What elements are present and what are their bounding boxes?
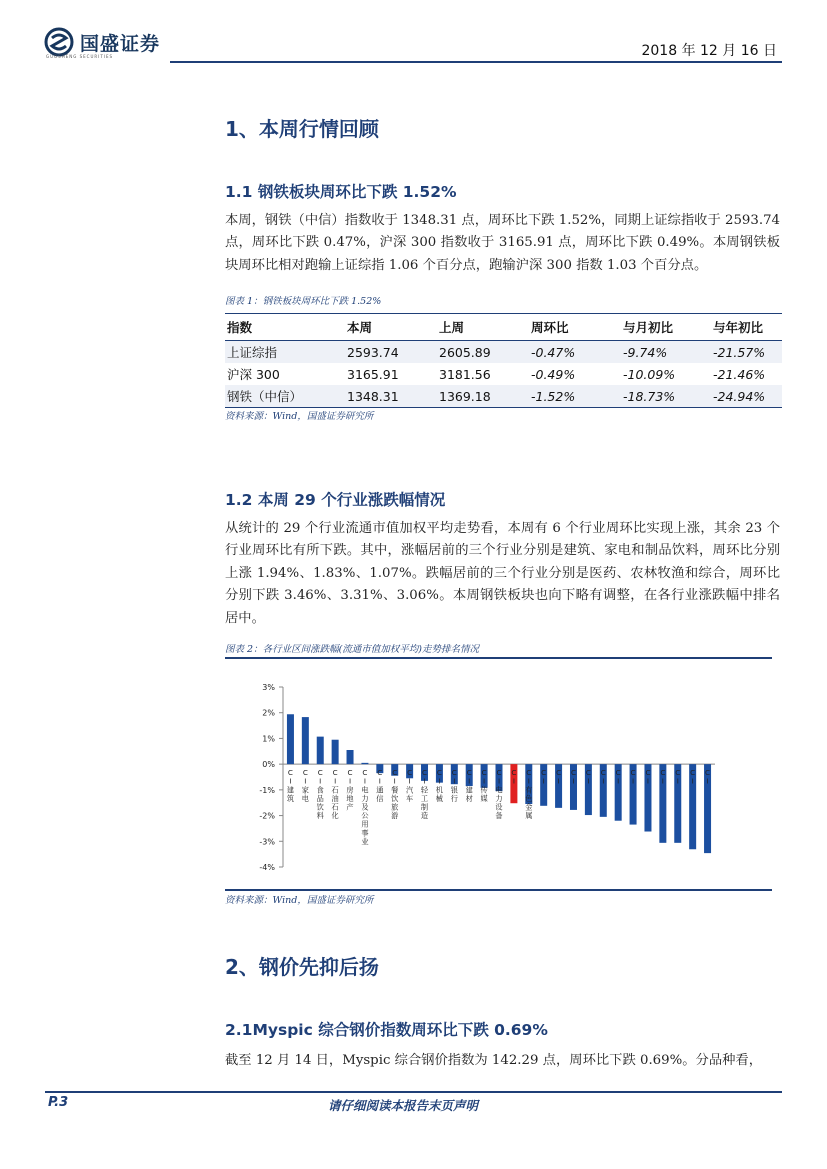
table-cell: -1.52% [529,385,621,408]
category-label: I [363,776,366,786]
subsection-2-1-title: 2.1Myspic 综合钢价指数周环比下跌 0.69% [225,1021,548,1039]
category-label: 电 [301,793,309,803]
subsection-1-1-title: 1.1 钢铁板块周环比下跌 1.52% [225,183,457,201]
category-label: I [691,776,694,786]
category-label: 制 [420,802,429,812]
category-label: 油 [331,793,339,803]
subsection-2-1-paragraph: 截至 12 月 14 日，Myspic 综合钢价指数为 142.29 点，周环比下跌 0.69%。分品种看， [225,1053,763,1068]
category-label: 材 [465,793,473,803]
category-label: I [632,776,635,786]
table-cell: -0.47% [529,341,621,364]
table-cell: 沪深 300 [227,367,280,382]
category-label: I [438,776,441,786]
table-cell: 钢铁（中信） [225,385,345,408]
category-label: C [600,768,606,778]
category-label: I [408,776,411,786]
category-label: I [393,776,396,786]
table-row [225,385,782,408]
category-label: I [304,776,307,786]
category-label: C [466,768,472,778]
table-cell: 3165.91 [347,366,399,382]
category-label: 筑 [286,793,295,803]
category-label: 石 [331,785,339,795]
category-label: C [496,768,502,778]
category-label: I [289,776,292,786]
category-label: C [302,768,308,778]
subsection-1-2-title: 1.2 本周 29 个行业涨跌幅情况 [225,491,446,509]
y-tick-label: 1% [262,734,275,744]
category-label: 备 [495,811,503,821]
category-label: I [706,776,709,786]
category-label: 石 [331,802,339,812]
table-cell: -21.46% [713,366,766,382]
category-label: 银 [450,785,458,795]
category-label: 旅 [391,802,399,812]
category-label: C [690,768,696,778]
category-label: 媒 [480,793,488,803]
category-label: 业 [361,836,369,846]
logo-text: 国盛证券 [80,32,161,55]
y-tick-label: -4% [259,863,275,872]
table-cell: -24.94% [711,385,782,408]
table-row [225,341,782,364]
table-cell: -18.73% [621,385,711,408]
bar-CI房地产 [347,750,354,764]
category-label: C [511,768,517,778]
category-label: C [392,768,398,778]
category-label: 餐 [391,785,399,795]
table-row [225,363,782,385]
category-label: I [587,776,590,786]
y-tick-label: 0% [262,760,275,770]
category-label: 车 [406,793,414,803]
category-label: I [602,776,605,786]
category-label: I [676,776,679,786]
category-label: 游 [391,811,399,821]
header-cell: 与年初比 [711,314,782,341]
category-label: 械 [435,793,444,803]
table-cell: 2593.74 [345,341,437,364]
category-label: C [645,768,651,778]
index-table [225,313,782,408]
y-tick-label: -1% [259,785,275,795]
category-label: 轻 [420,785,429,795]
header-cell: 上周 [437,314,529,341]
category-label: 金 [525,802,533,812]
logo-icon [44,27,74,57]
category-label: 信 [376,793,384,803]
category-label: C [451,768,457,778]
category-label: I [319,776,322,786]
header-cell: 与月初比 [621,314,711,341]
y-tick-label: -2% [259,811,275,821]
chart-bottom-rule [225,889,772,891]
category-label: 产 [346,802,354,812]
category-label: 力 [495,793,503,803]
category-label: I [453,776,456,786]
bar-CI建筑 [287,714,294,764]
category-label: I [334,776,337,786]
header-cell: 周环比 [529,314,621,341]
category-label: 汽 [406,785,414,795]
category-label: 造 [420,811,429,821]
chart-source: 资料来源：Wind，国盛证券研究所 [225,895,374,906]
category-label: 饮 [391,793,399,803]
category-label: I [646,776,650,786]
table-1-source: 资料来源：Wind，国盛证券研究所 [225,411,374,422]
category-label: 料 [316,811,324,821]
category-label: 家 [301,785,309,795]
section-1-title: 1、本周行情回顾 [225,117,379,141]
table-cell: 3181.56 [439,366,491,382]
category-label: 电 [495,785,503,795]
category-label: I [557,776,560,786]
category-label: C [630,768,636,778]
category-label: 建 [286,785,295,795]
category-label: C [317,768,323,778]
report-date: 2018 年 12 月 16 日 [641,43,777,59]
subsection-1-1-paragraph: 本周，钢铁（中信）指数收于 1348.31 点，周环比下跌 1.52%，同期上证综指收于 2593.74 点，周环比下跌 0.47%，沪深 300 指数收于 3165.91 点，周环比下跌 0.49%。本周钢铁板块周环比相对跑输上证综指 1.06 个百分点，跑输沪深 300 指数 1.03 个百分点。 [225,213,780,273]
table-cell: -21.57% [711,341,782,364]
category-label: C [287,768,293,778]
category-label: 事 [361,828,369,838]
category-label: C [570,768,576,778]
category-label: C [481,768,487,778]
category-label: I [617,776,620,786]
category-label: 设 [495,802,503,812]
category-label: I [542,776,545,786]
header-cell: 指数 [225,314,345,341]
category-label: C [422,768,428,778]
disclaimer-note: 请仔细阅读本报告末页声明 [328,1098,479,1113]
category-label: C [347,768,353,778]
category-label: C [705,768,711,778]
industry-bar-chart [225,670,772,885]
category-label: I [661,776,664,786]
category-label: C [377,768,383,778]
category-label: 通 [376,785,384,795]
category-label: 品 [316,793,324,803]
category-label: I [483,776,486,786]
category-label: 房 [346,785,354,795]
table-cell: 2605.89 [437,341,529,364]
page-number: P.3 [48,1095,69,1110]
category-label: 色 [525,793,533,803]
category-label: I [572,776,575,786]
logo-subtitle: GUOSHENG SECURITIES [46,54,114,59]
category-label: 饮 [316,802,324,812]
header-cell: 本周 [345,314,437,341]
category-label: C [556,768,562,778]
category-label: 建 [465,785,473,795]
category-label: 电 [361,785,369,795]
category-label: 属 [525,811,533,821]
table-cell: 1348.31 [345,385,437,408]
y-tick-label: 3% [262,683,275,692]
bar-CI食品饮料 [317,737,324,765]
category-label: I [348,776,352,786]
category-label: C [585,768,591,778]
table-cell: -10.09% [623,366,676,382]
category-label: 及 [361,802,369,812]
category-label: 工 [420,793,429,803]
footer-rule [45,1091,782,1093]
category-label: 行 [450,793,458,803]
bar-CI石油石化 [332,740,339,764]
category-label: 有 [525,785,533,795]
category-label: 机 [435,785,444,795]
category-label: C [675,768,681,778]
table-cell: -0.49% [531,366,576,382]
category-label: C [615,768,621,778]
y-tick-label: -3% [259,837,275,847]
bar-CI家电 [302,717,309,764]
section-2-title: 2、钢价先抑后扬 [225,955,379,979]
category-label: C [332,768,338,778]
category-label: I [378,776,381,786]
category-label: 地 [346,793,354,803]
category-label: 食 [316,785,324,795]
table-1-caption: 图表 1：钢铁板块周环比下跌 1.52% [225,296,382,307]
table-header-row [225,314,782,341]
category-label: C [407,768,413,778]
category-label: C [660,768,666,778]
category-label: I [512,776,515,786]
table-cell: -9.74% [621,341,711,364]
category-label: C [541,768,547,778]
header-rule [170,61,782,63]
category-label: 化 [331,811,339,821]
table-cell: 1369.18 [437,385,529,408]
y-tick-label: 2% [262,708,275,718]
category-label: I [468,776,471,786]
category-label: C [362,768,368,778]
bar-CI电力及公用事业 [361,763,368,764]
subsection-1-2-paragraph: 从统计的 29 个行业流通市值加权平均走势看，本周有 6 个行业周环比实现上涨，其余 23 个行业周环比有所下跌。其中，涨幅居前的三个行业分别是建筑、家电和制品饮料，周环比分别上涨 1.94%、1.83%、1.07%。跌幅居前的三个行业分别是医药、农林牧渔和综合，周环比分别下跌 3.46%、3.31%、3.06%。本周钢铁板块也向下略有调整，在各行业涨跌幅中排名居中。 [225,521,780,626]
chart-caption: 图表 2：各行业区间涨跌幅(流通市值加权平均)走势排名情况 [225,644,479,655]
category-label: 力 [361,793,369,803]
category-label: 传 [480,785,488,795]
category-label: C [526,768,532,778]
table-cell: 上证综指 [225,341,345,364]
category-label: C [436,768,442,778]
chart-top-rule [225,657,772,659]
category-label: 用 [361,819,369,829]
category-label: 公 [361,811,369,821]
category-label: I [423,776,426,786]
category-label: I [527,776,530,786]
category-label: I [497,776,501,786]
